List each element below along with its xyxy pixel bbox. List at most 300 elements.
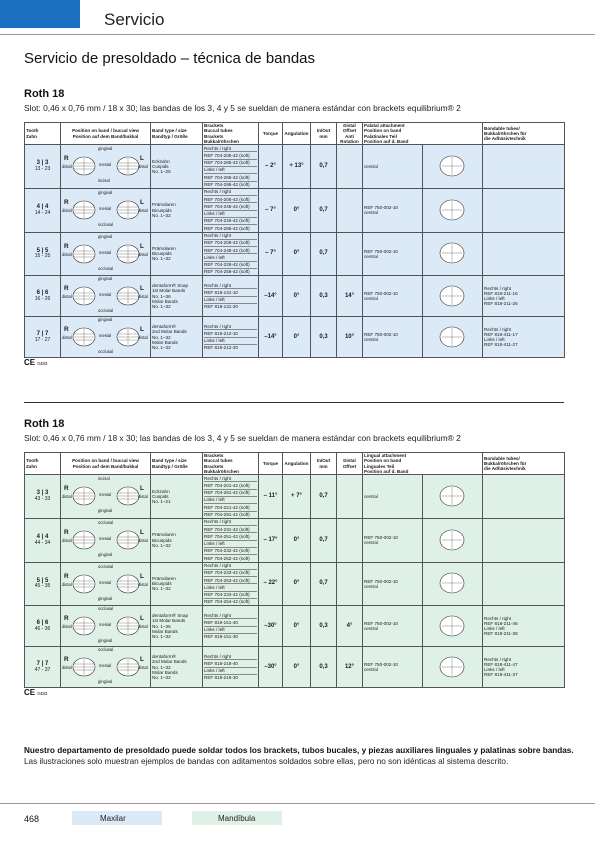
band-type-line: Molar Bands xyxy=(152,339,178,345)
bottom-orientation-label: gingival xyxy=(98,552,113,558)
left-label: L xyxy=(140,326,144,334)
attachment-ref: REF 750-002-10 xyxy=(364,331,398,337)
attachment-band-icon xyxy=(424,478,480,514)
distal-label: distal xyxy=(138,164,148,170)
attachment-position: central xyxy=(364,337,378,343)
left-label: L xyxy=(140,155,144,163)
header-band-type xyxy=(151,453,203,475)
header-angulation xyxy=(283,453,311,475)
top-orientation-label: gingival xyxy=(98,146,113,152)
block-subtitle-mandibula: Slot: 0,46 x 0,76 mm / 18 x 30; las bandas de los 3, 4 y 5 se sueldan de manera estándar con brackets equilibrium® 2 xyxy=(24,433,461,443)
band-type-cell xyxy=(151,317,203,358)
bracket-ref-cell xyxy=(203,145,259,189)
header-brackets-line: Bukkalröhrchen xyxy=(204,138,239,144)
header-attachment-line: Position on band xyxy=(364,458,402,464)
tooth-cell xyxy=(25,475,61,519)
bondable-tube-ref: Rechts / right xyxy=(484,326,512,332)
attachment-band-icon xyxy=(424,148,480,184)
bracket-ref-line: Rechts / right xyxy=(204,519,257,526)
band-type-line: No. 1–25 xyxy=(152,169,171,175)
position-cell xyxy=(61,232,151,276)
header-attachment-line: Lingual attachment xyxy=(364,453,407,458)
header-distal-offset-line: Anti xyxy=(345,133,354,139)
right-label: R xyxy=(64,199,69,207)
distal-label: distal xyxy=(62,164,72,170)
header-attachment xyxy=(363,453,483,475)
section-color-tab xyxy=(0,0,80,28)
band-type-line: Eckzahn xyxy=(152,488,170,494)
tooth-fdi: 14 - 24 xyxy=(34,209,51,216)
tooth-cell xyxy=(25,188,61,232)
torque-value: – 7° xyxy=(259,188,283,232)
top-orientation-label: gingival xyxy=(98,233,113,239)
table-row xyxy=(25,647,565,688)
table-row xyxy=(25,475,565,519)
angulation-value: 0° xyxy=(283,606,311,647)
header-attachment-line: Position auf d. Band xyxy=(364,468,409,474)
section-title: Servicio xyxy=(104,10,165,29)
band-type-line: No. 1–32 xyxy=(152,542,171,548)
bracket-ref-line: REF 704-285-42 (soft) xyxy=(204,160,257,167)
header-angulation-line: Angulation xyxy=(284,460,309,466)
band-type-line: Prämolaren xyxy=(152,245,176,251)
bracket-ref-line: Rechts / right xyxy=(204,323,257,330)
attachment-band-icon xyxy=(424,278,480,314)
band-type-line: No. 1–36 xyxy=(152,623,171,629)
position-cell xyxy=(61,562,151,606)
band-type-line: Molar Bands xyxy=(152,298,178,304)
bracket-ref-line: Links / left xyxy=(204,584,257,591)
header-torque-line: Torque xyxy=(262,130,279,136)
bracket-ref-line: REF 704-281-42 (soft) xyxy=(204,490,257,497)
bondable-tube-cell xyxy=(483,317,565,358)
header-torque-line: Torque xyxy=(262,460,279,466)
bracket-ref-line: REF 704-295-42 (soft) xyxy=(204,182,250,188)
bracket-ref-line: REF 704-265-42 (soft) xyxy=(204,174,257,181)
in-out-value: 0,3 xyxy=(311,606,337,647)
header-distal-offset-line: Distal xyxy=(343,123,356,128)
distal-label: distal xyxy=(62,335,72,341)
left-label: L xyxy=(140,529,144,537)
tooth-fdi: 16 - 26 xyxy=(34,295,51,302)
bondable-tube-cell xyxy=(483,647,565,688)
bondable-tube-cell xyxy=(483,188,565,232)
band-type-line: dentaform® xyxy=(152,653,177,659)
bondable-tube-ref: REF 818-211-26 xyxy=(484,301,518,307)
table-row xyxy=(25,562,565,606)
header-attachment-line: Position auf d. Band xyxy=(364,138,409,144)
tooth-fdi: 43 - 33 xyxy=(34,496,51,503)
page-number: 468 xyxy=(24,814,40,824)
band-type-line: Bicuspids xyxy=(152,537,172,543)
header-brackets-line: Brackets xyxy=(204,123,224,128)
bondable-tube-cell xyxy=(483,518,565,562)
bracket-ref-line: REF 818-218-30 xyxy=(204,675,238,681)
band-type-line: No. 1–32 xyxy=(152,304,171,310)
bracket-ref-cell xyxy=(203,562,259,606)
distal-offset-value xyxy=(337,475,363,519)
bracket-ref-line: Rechts / right xyxy=(204,189,257,196)
header-position-line: Position auf dem Band/bukkal xyxy=(72,463,139,469)
distal-offset-value xyxy=(337,518,363,562)
attachment-diagram-cell xyxy=(423,145,483,189)
band-type-line: Bicuspids xyxy=(152,207,172,213)
right-label: R xyxy=(64,242,69,250)
position-cell xyxy=(61,647,151,688)
angulation-value: + 7° xyxy=(283,475,311,519)
header-bondable-line: Bukkalröhrchen für xyxy=(484,460,527,466)
band-type-line: Prämolaren xyxy=(152,575,176,581)
header-attachment-line: Linguales Teil xyxy=(364,463,395,469)
bondable-tube-ref: Rechts / right xyxy=(484,615,512,621)
mesial-label: mesial xyxy=(99,622,112,628)
ce-mark-maxillar: CE 0483 xyxy=(24,358,48,367)
header-tooth-line: Zahn xyxy=(26,463,37,469)
distal-label: distal xyxy=(62,294,72,300)
block-title-mandibula: Roth 18 xyxy=(24,418,65,430)
band-type-line: No. 1–32 xyxy=(152,334,171,340)
header-tooth-line: Tooth xyxy=(26,458,39,464)
header-brackets-line: Brackets xyxy=(204,463,224,469)
tooth-number: 7 | 7 xyxy=(36,330,49,337)
attachment-ref-cell xyxy=(363,606,423,647)
distal-label: distal xyxy=(138,335,148,341)
attachment-diagram-cell xyxy=(423,518,483,562)
bracket-ref-line: REF 818-131-10 xyxy=(204,289,257,296)
header-attachment-line: Palatal attachment xyxy=(364,123,405,128)
bondable-tube-cell xyxy=(483,475,565,519)
top-orientation-label: gingival xyxy=(98,276,113,282)
bracket-ref-line: REF 704-251-42 (soft) xyxy=(204,533,257,540)
position-diagram xyxy=(62,235,149,273)
top-orientation-label: occlusal xyxy=(98,606,114,612)
header-brackets-line: Bukkalröhrchen xyxy=(204,468,239,474)
tooth-number: 3 | 3 xyxy=(36,160,49,167)
attachment-ref-cell xyxy=(363,145,423,189)
angulation-value: 0° xyxy=(283,276,311,317)
header-band-type-line: Band type / size xyxy=(152,458,187,464)
attachment-ref-cell xyxy=(363,647,423,688)
in-out-value: 0,3 xyxy=(311,276,337,317)
bottom-orientation-label: gingival xyxy=(98,638,113,644)
in-out-value: 0,7 xyxy=(311,562,337,606)
right-label: R xyxy=(64,326,69,334)
bondable-tube-cell xyxy=(483,562,565,606)
attachment-diagram-cell xyxy=(423,317,483,358)
left-label: L xyxy=(140,485,144,493)
attachment-position: central xyxy=(364,583,378,589)
mesial-label: mesial xyxy=(99,162,112,168)
header-tooth-line: Zahn xyxy=(26,133,37,139)
table-row xyxy=(25,276,565,317)
tooth-cell xyxy=(25,232,61,276)
bondable-tube-cell xyxy=(483,606,565,647)
tooth-cell xyxy=(25,647,61,688)
header-angulation xyxy=(283,123,311,145)
bracket-ref-line: Links / left xyxy=(204,541,257,548)
top-orientation-label: gingival xyxy=(98,190,113,196)
mesial-label: mesial xyxy=(99,206,112,212)
band-type-line: Molar Bands xyxy=(152,628,178,634)
distal-label: distal xyxy=(62,624,72,630)
tooth-number: 3 | 3 xyxy=(36,490,49,497)
bondable-tube-ref: Links / left xyxy=(484,337,505,343)
attachment-ref: REF 750-002-10 xyxy=(364,661,398,667)
bracket-ref-line: Rechts / right xyxy=(204,563,257,570)
angulation-value: + 13° xyxy=(283,145,311,189)
bracket-ref-line: REF 818-151-40 xyxy=(204,619,257,626)
attachment-position: central xyxy=(364,667,378,673)
bottom-orientation-label: occlusal xyxy=(98,265,114,271)
header-tooth xyxy=(25,453,61,475)
mesial-label: mesial xyxy=(99,536,112,542)
right-label: R xyxy=(64,285,69,293)
attachment-ref-cell xyxy=(363,475,423,519)
distal-label: distal xyxy=(138,294,148,300)
header-in-out xyxy=(311,453,337,475)
bondable-tube-ref: REF 818-411-27 xyxy=(484,342,518,348)
bracket-ref-line: REF 818-218-40 xyxy=(204,660,257,667)
band-type-line: No. 1–32 xyxy=(152,345,171,351)
band-type-cell xyxy=(151,475,203,519)
distal-offset-value: 12° xyxy=(337,647,363,688)
band-type-line: 2nd Molar Bands xyxy=(152,329,187,335)
position-cell xyxy=(61,188,151,232)
in-out-value: 0,7 xyxy=(311,518,337,562)
tooth-fdi: 44 - 34 xyxy=(34,539,51,546)
position-cell xyxy=(61,606,151,647)
bracket-ref-line: REF 704-205-42 (soft) xyxy=(204,152,257,159)
attachment-ref-cell xyxy=(363,276,423,317)
position-diagram xyxy=(62,607,149,645)
position-diagram xyxy=(62,147,149,185)
block-subtitle-maxillar: Slot: 0,46 x 0,76 mm / 18 x 30; las bandas de los 3, 4 y 5 se sueldan de manera estándar con brackets equilibrium® 2 xyxy=(24,103,461,113)
band-type-line: dentaform® Snap xyxy=(152,612,189,618)
tooth-fdi: 46 - 36 xyxy=(34,625,51,632)
header-bondable-line: die Adhäsivtechnik xyxy=(484,466,526,472)
bondable-tube-cell xyxy=(483,276,565,317)
band-type-cell xyxy=(151,232,203,276)
bracket-ref-cell xyxy=(203,188,259,232)
bracket-ref-cell xyxy=(203,518,259,562)
bracket-ref-line: REF 818-212-20 xyxy=(204,345,238,351)
attachment-band-icon xyxy=(424,608,480,644)
bracket-ref-line: Links / left xyxy=(204,297,257,304)
left-label: L xyxy=(140,242,144,250)
table-row xyxy=(25,188,565,232)
tooth-cell xyxy=(25,276,61,317)
bondable-tube-ref: Links / left xyxy=(484,296,505,302)
tooth-fdi: 47 - 37 xyxy=(34,666,51,673)
bondable-tube-ref: REF 818-411-37 xyxy=(484,672,518,678)
top-orientation-label: gingival xyxy=(98,317,113,323)
band-type-line: Prämolaren xyxy=(152,532,176,538)
header-in-out-line: In/Out xyxy=(316,458,331,464)
header-distal-offset xyxy=(337,453,363,475)
header-distal-offset-line: Offset xyxy=(342,128,357,134)
bracket-ref-line: REF 704-286-42 (soft) xyxy=(204,225,250,231)
band-type-cell xyxy=(151,562,203,606)
position-diagram xyxy=(62,477,149,515)
tooth-number: 4 | 4 xyxy=(36,533,49,540)
bracket-ref-line: Rechts / right xyxy=(204,612,257,619)
bracket-ref-cell xyxy=(203,647,259,688)
attachment-band-icon xyxy=(424,235,480,271)
attachment-band-icon xyxy=(424,649,480,685)
header-angulation-line: Angulation xyxy=(284,130,309,136)
position-diagram xyxy=(62,277,149,315)
mesial-label: mesial xyxy=(99,333,112,339)
torque-value: –14° xyxy=(259,276,283,317)
header-band-type-line: Band type / size xyxy=(152,128,187,134)
attachment-band-icon xyxy=(424,192,480,228)
attachment-diagram-cell xyxy=(423,606,483,647)
bracket-ref-line: REF 704-258-42 (soft) xyxy=(204,269,250,275)
band-type-line: Cuspids xyxy=(152,163,169,169)
torque-value: – 22° xyxy=(259,562,283,606)
distal-label: distal xyxy=(62,665,72,671)
band-type-cell xyxy=(151,606,203,647)
header-distal-offset xyxy=(337,123,363,145)
position-diagram xyxy=(62,191,149,229)
bracket-ref-line: Links / left xyxy=(204,254,257,261)
header-tooth-line: Tooth xyxy=(26,128,39,134)
attachment-position: central xyxy=(364,626,378,632)
position-cell xyxy=(61,145,151,189)
bondable-tube-ref: Links / left xyxy=(484,626,505,632)
bracket-ref-line: REF 704-228-42 (soft) xyxy=(204,262,257,269)
tooth-cell xyxy=(25,562,61,606)
tooth-number: 5 | 5 xyxy=(36,577,49,584)
legend-label-mandibula: Mandíbula xyxy=(218,814,256,823)
in-out-value: 0,7 xyxy=(311,188,337,232)
header-position-line: Position on band / buccal view xyxy=(72,128,139,134)
bottom-orientation-label: gingival xyxy=(98,508,113,514)
bracket-ref-line: Rechts / right xyxy=(204,475,257,482)
left-label: L xyxy=(140,615,144,623)
legend-label-maxillar: Maxilar xyxy=(100,814,126,823)
bracket-ref-line: Rechts / right xyxy=(204,145,257,152)
header-brackets xyxy=(203,123,259,145)
tooth-cell xyxy=(25,518,61,562)
angulation-value: 0° xyxy=(283,562,311,606)
position-diagram xyxy=(62,565,149,603)
right-label: R xyxy=(64,572,69,580)
tooth-number: 5 | 5 xyxy=(36,247,49,254)
distal-label: distal xyxy=(62,251,72,257)
attachment-band-icon xyxy=(424,565,480,601)
band-type-line: Molar Bands xyxy=(152,669,178,675)
attachment-position: central xyxy=(364,163,378,169)
distal-label: distal xyxy=(138,208,148,214)
attachment-band-icon xyxy=(424,319,480,355)
header-position xyxy=(61,453,151,475)
mesial-label: mesial xyxy=(99,663,112,669)
band-type-line: 1st Molar Bands xyxy=(152,618,186,624)
bracket-ref-line: REF 704-206-42 (soft) xyxy=(204,196,257,203)
bracket-ref-line: REF 704-233-42 (soft) xyxy=(204,570,257,577)
band-type-line: No. 1–32 xyxy=(152,675,171,681)
header-attachment-line: Position on band xyxy=(364,128,402,134)
bracket-ref-line: REF 704-248-42 (soft) xyxy=(204,247,257,254)
attachment-position: central xyxy=(364,253,378,259)
band-type-line: Prämolaren xyxy=(152,202,176,208)
header-bondable-line: Bukkalröhrchen für xyxy=(484,130,527,136)
attachment-ref-cell xyxy=(363,518,423,562)
position-diagram xyxy=(62,318,149,356)
header-in-out xyxy=(311,123,337,145)
left-label: L xyxy=(140,285,144,293)
bracket-ref-line: REF 704-291-42 (soft) xyxy=(204,512,250,518)
attachment-ref-cell xyxy=(363,188,423,232)
bottom-orientation-label: occlusal xyxy=(98,222,114,228)
bracket-ref-line: REF 818-131-20 xyxy=(204,304,238,310)
header-brackets-line: Buccal tubes xyxy=(204,458,233,464)
in-out-value: 0,3 xyxy=(311,647,337,688)
header-position-line: Position on band / buccal view xyxy=(72,458,139,464)
top-orientation-label: incisal xyxy=(98,476,110,482)
header-band-type-line: Bandtyp / Größe xyxy=(152,463,188,469)
bracket-ref-line: REF 704-232-42 (soft) xyxy=(204,548,257,555)
bondable-tube-cell xyxy=(483,145,565,189)
bracket-ref-line: Links / left xyxy=(204,668,257,675)
footer-note: Las ilustraciones solo muestran ejemplos de bandas con aditamentos soldados sobre ellas, pero no son idénticas al sistema descrito. xyxy=(24,757,509,766)
in-out-value: 0,7 xyxy=(311,475,337,519)
attachment-position: central xyxy=(364,210,378,216)
tooth-number: 6 | 6 xyxy=(36,619,49,626)
bracket-ref-line: REF 704-201-42 (soft) xyxy=(204,482,257,489)
ce-mark-mandibula: CE 0483 xyxy=(24,688,48,697)
band-type-line: No. 1–32 xyxy=(152,586,171,592)
position-diagram xyxy=(62,521,149,559)
bracket-ref-line: REF 704-208-42 (soft) xyxy=(204,240,257,247)
header-in-out-line: In/Out xyxy=(316,128,331,134)
distal-label: distal xyxy=(62,494,72,500)
bracket-ref-line: REF 704-246-42 (soft) xyxy=(204,203,257,210)
attachment-band-icon xyxy=(424,522,480,558)
header-bondable-line: Bondable tubes/ xyxy=(484,125,520,131)
attachment-ref: REF 750-002-10 xyxy=(364,620,398,626)
bondable-tube-ref: REF 818-211-36 xyxy=(484,631,518,637)
attachment-position: central xyxy=(364,296,378,302)
bracket-ref-cell xyxy=(203,276,259,317)
bondable-tube-ref: REF 818-211-16 xyxy=(484,290,518,296)
torque-value: – 17° xyxy=(259,518,283,562)
attachment-diagram-cell xyxy=(423,276,483,317)
distal-label: distal xyxy=(62,581,72,587)
top-orientation-label: occlusal xyxy=(98,563,114,569)
band-type-line: 1st Molar Bands xyxy=(152,288,186,294)
header-bondable xyxy=(483,123,565,145)
bracket-ref-line: REF 704-253-42 (soft) xyxy=(204,577,257,584)
bottom-orientation-label: gingival xyxy=(98,595,113,601)
bracket-ref-cell xyxy=(203,232,259,276)
top-orientation-label: occlusal xyxy=(98,520,114,526)
distal-offset-value: 14° xyxy=(337,276,363,317)
distal-label: distal xyxy=(62,208,72,214)
header-position-line: Position auf dem Band/bukkal xyxy=(72,133,139,139)
table-row xyxy=(25,518,565,562)
header-tooth xyxy=(25,123,61,145)
band-type-cell xyxy=(151,145,203,189)
angulation-value: 0° xyxy=(283,518,311,562)
bracket-ref-line: REF 704-234-42 (soft) xyxy=(204,592,257,599)
band-type-cell xyxy=(151,518,203,562)
position-cell xyxy=(61,518,151,562)
top-orientation-label: occlusal xyxy=(98,647,114,653)
tooth-cell xyxy=(25,317,61,358)
attachment-ref: REF 750-002-10 xyxy=(364,578,398,584)
